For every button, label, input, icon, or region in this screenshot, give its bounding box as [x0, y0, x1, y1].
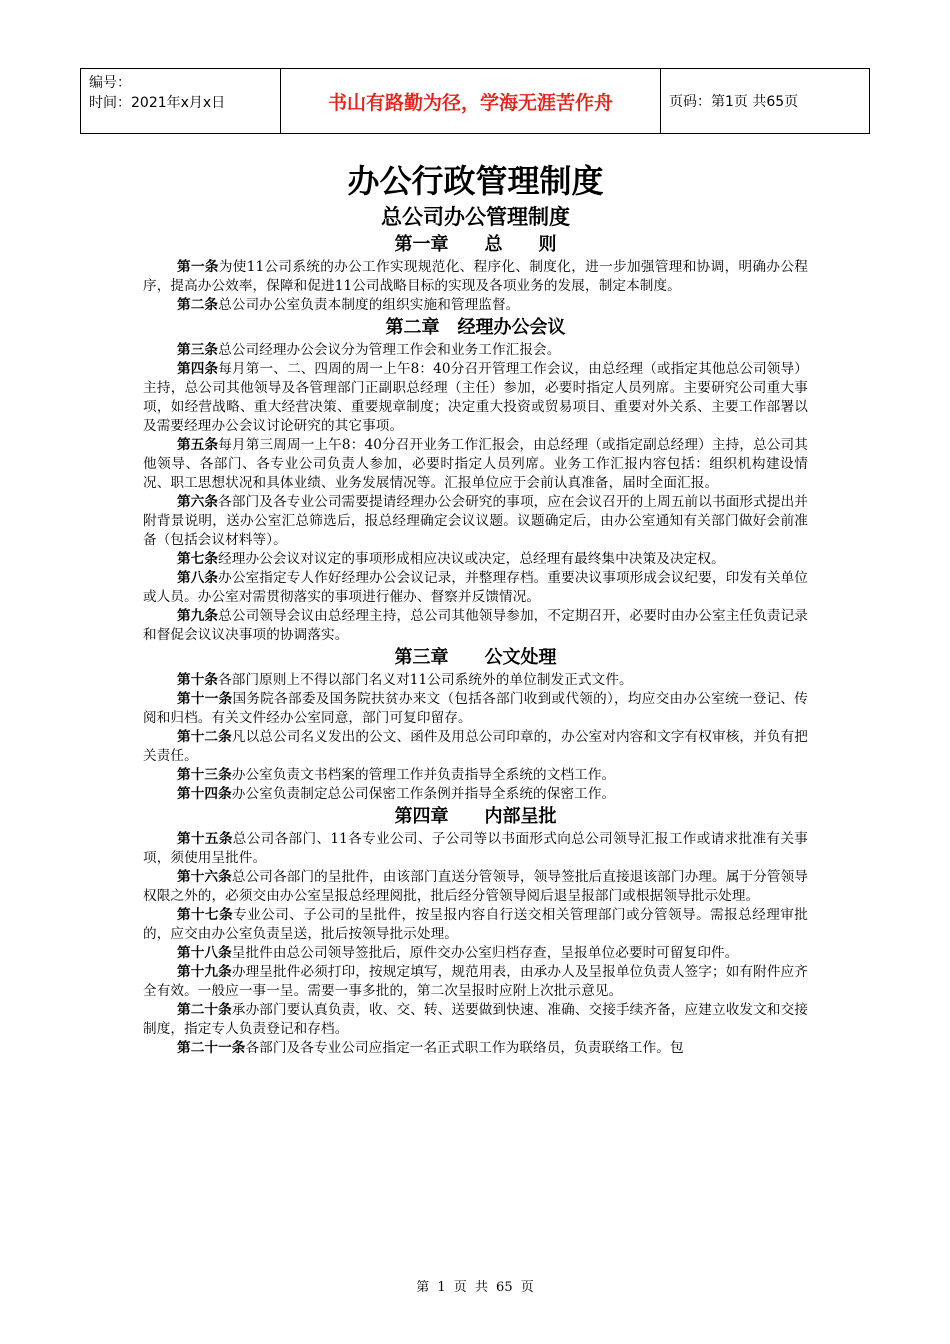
- chapter-heading: 第三章 公文处理: [394, 647, 557, 668]
- article-text: 办公室指定专人作好经理办公会议记录，并整理存档。重要决议事项形成会议纪要，印发有关单位或人员。办公室对需贯彻落实的事项进行催办、督察并反馈情况。: [143, 570, 808, 605]
- header-meta: [81, 69, 281, 133]
- article-paragraph: [143, 671, 808, 690]
- chapter-heading: 第四章 内部呈批: [394, 806, 557, 827]
- article-paragraph: [143, 258, 808, 296]
- article-paragraph: [143, 1039, 808, 1058]
- header-page-info: 页码：第1页 共65页: [669, 94, 799, 110]
- article-text: 各部门及各专业公司应指定一名正式职工作为联络员，负责联络工作。包: [245, 1040, 684, 1056]
- article-text: 经理办公会议对议定的事项形成相应决议或决定，总经理有最终集中决策及决定权。: [218, 551, 725, 567]
- page-footer: 第 1 页 共 65 页: [416, 1280, 534, 1295]
- article-text: 每月第三周周一上午8：40分召开业务工作汇报会，由总经理（或指定副总经理）主持，总公司其他领导、各部门、各专业公司负责人参加，必要时指定人员列席。业务工作汇报内容包括：组织机构建设情况、职工思想状况和具体业绩、业务发展情况等。汇报单位应于会前认真准备，届时全面汇报。: [143, 437, 808, 491]
- article-number: 第二十一条: [177, 1040, 246, 1056]
- article-number: 第八条: [177, 570, 219, 586]
- article-paragraph: [143, 607, 808, 645]
- article-number: 第二条: [177, 297, 219, 313]
- chapter-heading: 第一章 总 则: [394, 234, 557, 255]
- article-number: 第二十条: [177, 1002, 232, 1018]
- article-paragraph: [143, 296, 808, 315]
- article-text: 总公司办公室负责本制度的组织实施和管理监督。: [218, 297, 520, 313]
- article-text: 办公室负责制定总公司保密工作条例并指导全系统的保密工作。: [231, 786, 616, 802]
- document-body: [143, 160, 808, 1058]
- article-text: 为使11公司系统的办公工作实现规范化、程序化、制度化，进一步加强管理和协调，明确办公程序，提高办公效率，保障和促进11公司战略目标的实现及各项业务的发展，制定本制度。: [143, 259, 808, 294]
- page-header: [80, 68, 870, 134]
- article-number: 第一条: [177, 259, 219, 275]
- article-paragraph: [143, 963, 808, 1001]
- article-number: 第三条: [177, 342, 219, 358]
- article-paragraph: [143, 493, 808, 550]
- article-paragraph: [143, 690, 808, 728]
- time-label: 时间：2021年x月x日: [89, 95, 226, 111]
- article-text: 承办部门要认真负责，收、交、转、送要做到快速、准确、交接手续齐备，应建立收发文和交接制度，指定专人负责登记和存档。: [143, 1002, 808, 1037]
- article-text: 总公司各部门、11各专业公司、子公司等以书面形式向总公司领导汇报工作或请求批准有关事项，须使用呈批件。: [143, 831, 808, 866]
- article-paragraph: [143, 944, 808, 963]
- article-number: 第四条: [177, 361, 219, 377]
- article-number: 第六条: [177, 494, 219, 510]
- article-text: 各部门及各专业公司需要提请经理办公会研究的事项，应在会议召开的上周五前以书面形式提出并附背景说明，送办公室汇总筛选后，报总经理确定会议议题。议题确定后，由办公室通知有关部门做好会前准备（包括会议材料等）。: [143, 494, 808, 548]
- article-paragraph: [143, 550, 808, 569]
- article-number: 第五条: [177, 437, 219, 453]
- article-paragraph: [143, 436, 808, 493]
- chapter-heading: 第二章 经理办公会议: [385, 317, 566, 338]
- article-text: 总公司领导会议由总经理主持，总公司其他领导参加，不定期召开，必要时由办公室主任负责记录和督促会议议决事项的协调落实。: [143, 608, 808, 643]
- article-number: 第十一条: [177, 691, 233, 707]
- document-subtitle: 总公司办公管理制度: [381, 205, 570, 229]
- article-paragraph: [143, 766, 808, 785]
- article-text: 专业公司、子公司的呈批件，按呈报内容自行送交相关管理部门或分管领导。需报总经理审批的，应交由办公室负责呈送，批后按领导批示处理。: [143, 907, 808, 942]
- document-title: 办公行政管理制度: [347, 162, 604, 200]
- article-number: 第十条: [177, 672, 219, 688]
- article-paragraph: [143, 341, 808, 360]
- article-text: 凡以总公司名义发出的公文、函件及用总公司印章的，办公室对内容和文字有权审核，并负有把关责任。: [143, 729, 808, 764]
- article-text: 总公司经理办公会议分为管理工作会和业务工作汇报会。: [218, 342, 561, 358]
- article-number: 第十三条: [177, 767, 232, 783]
- article-text: 总公司各部门的呈批件，由该部门直送分管领导，领导签批后直接退该部门办理。属于分管领导权限之外的，必须交由办公室呈报总经理阅批，批后经分管领导阅后退呈报部门或根据领导批示处理。: [143, 869, 808, 904]
- article-number: 第十二条: [177, 729, 232, 745]
- article-number: 第九条: [177, 608, 219, 624]
- article-text: 办公室负责文书档案的管理工作并负责指导全系统的文档工作。: [231, 767, 616, 783]
- article-text: 每月第一、二、四周的周一上午8：40分召开管理工作会议，由总经理（或指定其他总公司领导）主持，总公司其他领导及各管理部门正副职总经理（主任）参加，必要时指定人员列席。主要研究公司重大事项，如经营战略、重大经营决策、重要规章制度；决定重大投资或贸易项目、重要对外关系、主要工作部署以及需要经理办公会议讨论研究的其它事项。: [143, 361, 808, 434]
- article-paragraph: [143, 830, 808, 868]
- article-paragraph: [143, 728, 808, 766]
- article-paragraph: [143, 1001, 808, 1039]
- article-paragraph: [143, 868, 808, 906]
- article-number: 第十四条: [177, 786, 232, 802]
- article-paragraph: [143, 569, 808, 607]
- article-number: 第十六条: [177, 869, 232, 885]
- article-paragraph: [143, 906, 808, 944]
- article-number: 第十五条: [177, 831, 233, 847]
- sections-container: [143, 232, 808, 1058]
- number-label: 编号：: [89, 75, 131, 91]
- article-number: 第七条: [177, 551, 219, 567]
- article-number: 第十九条: [177, 964, 232, 980]
- article-text: 国务院各部委及国务院扶贫办来文（包括各部门收到或代领的），均应交由办公室统一登记、传阅和归档。有关文件经办公室同意，部门可复印留存。: [143, 691, 808, 726]
- article-paragraph: [143, 360, 808, 436]
- article-number: 第十七条: [177, 907, 234, 923]
- article-paragraph: [143, 785, 808, 804]
- article-text: 各部门原则上不得以部门名义对11公司系统外的单位制发正式文件。: [218, 672, 633, 688]
- article-text: 办理呈批件必须打印，按规定填写，规范用表，由承办人及呈报单位负责人签字；如有附件应齐全有效。一般应一事一呈。需要一事多批的，第二次呈报时应附上次批示意见。: [143, 964, 808, 999]
- article-text: 呈批件由总公司领导签批后，原件交办公室归档存查，呈报单位必要时可留复印件。: [231, 945, 739, 961]
- header-motto: 书山有路勤为径，学海无涯苦作舟: [281, 69, 661, 133]
- article-number: 第十八条: [177, 945, 232, 961]
